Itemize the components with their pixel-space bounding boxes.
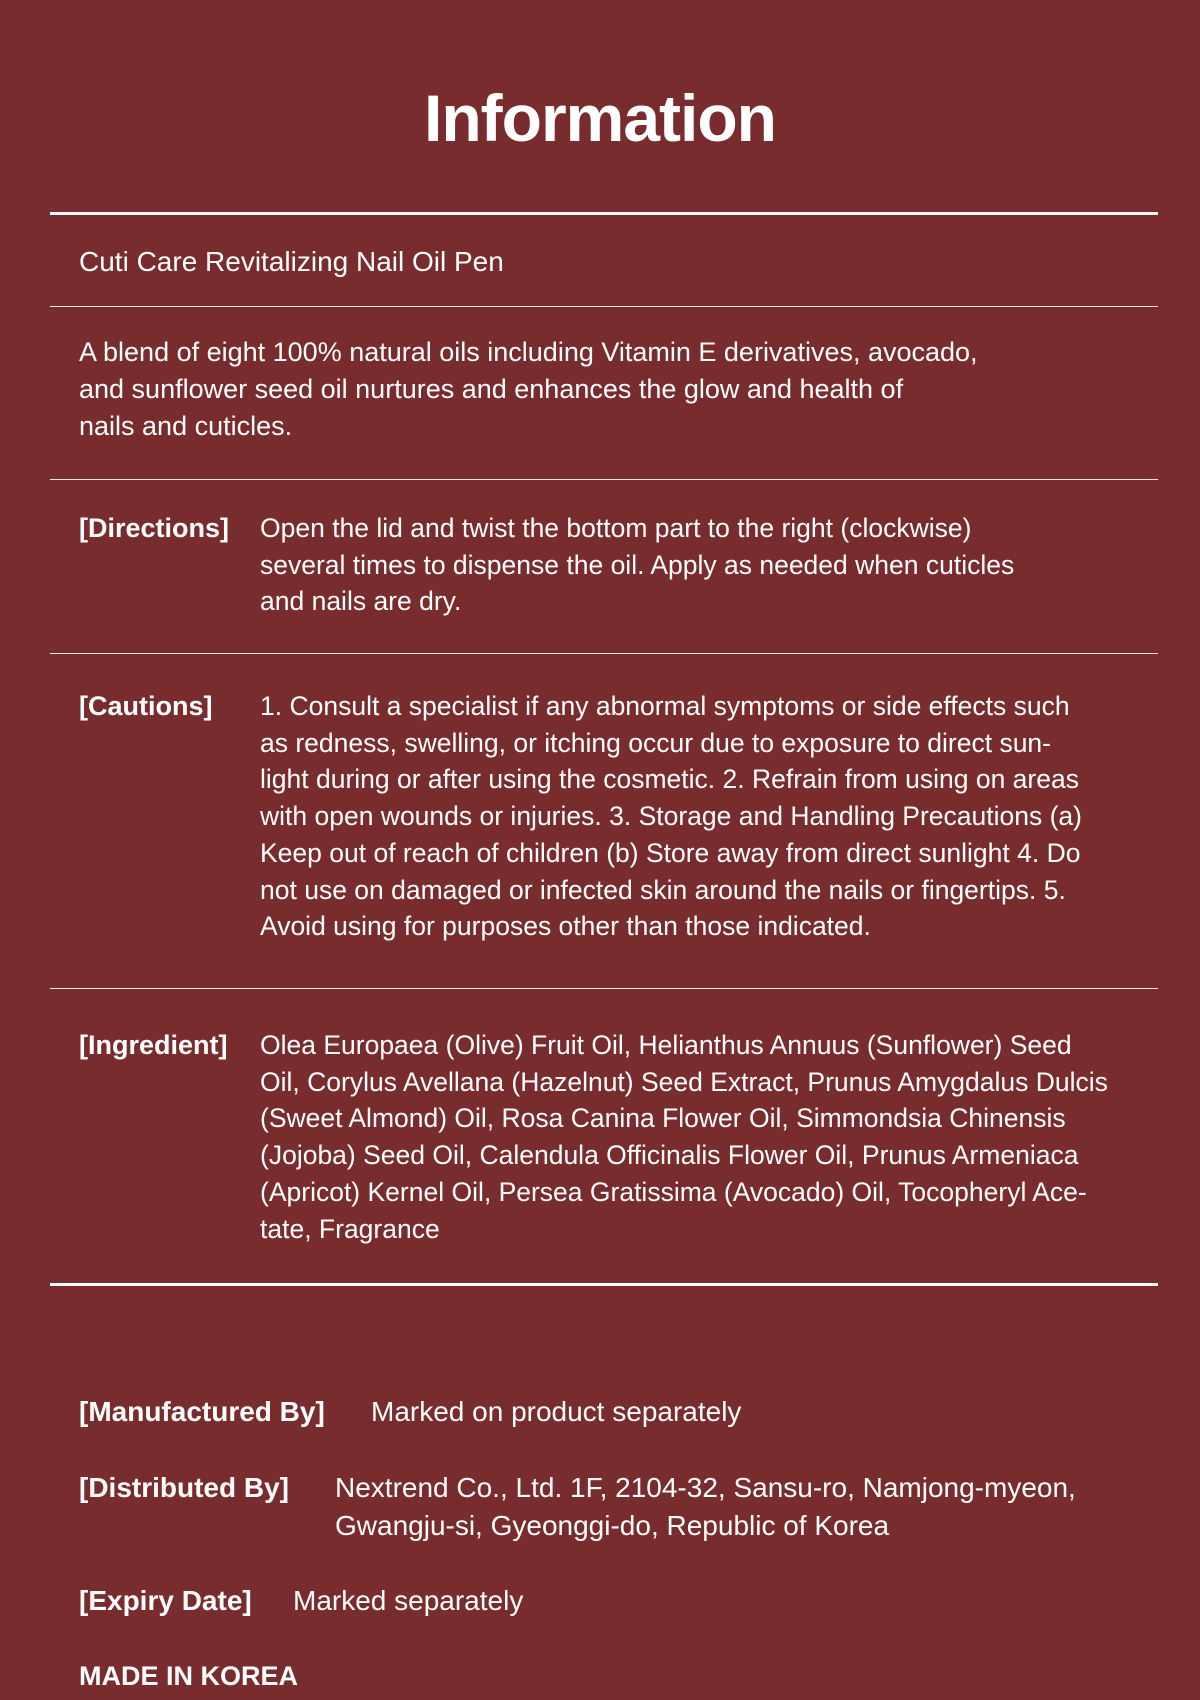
distributed-by-value <box>335 1469 1076 1545</box>
made-in-label: MADE IN KOREA <box>79 1661 299 1691</box>
distributed-by-line: Gwangju-si, Gyeonggi-do, Republic of Korea <box>335 1510 890 1541</box>
divider-bottom <box>50 1283 1158 1286</box>
product-name: Cuti Care Revitalizing Nail Oil Pen <box>79 246 504 277</box>
ingredient-line: tate, Fragrance <box>260 1213 440 1244</box>
cautions-line: Avoid using for purposes other than those indicated. <box>260 911 871 942</box>
description-line: nails and cuticles. <box>79 411 293 441</box>
page-title: Information <box>424 81 776 155</box>
expiry-date-value: Marked separately <box>293 1585 524 1616</box>
ingredient-label: [Ingredient] <box>79 1030 228 1060</box>
directions-line: Open the lid and twist the bottom part to the right (clockwise) <box>260 513 972 543</box>
distributed-by-label: [Distributed By] <box>79 1472 289 1503</box>
cautions-label: [Cautions] <box>79 691 213 721</box>
manufactured-by-label: [Manufactured By] <box>79 1396 325 1427</box>
cautions-line: not use on damaged or infected skin around the nails or fingertips. 5. <box>260 874 1066 905</box>
cautions-line: light during or after using the cosmetic. 2. Refrain from using on areas <box>260 764 1079 795</box>
ingredient-line: Olea Europaea (Olive) Fruit Oil, Helianthus Annuus (Sunflower) Seed <box>260 1030 1072 1060</box>
product-description <box>79 334 1079 445</box>
ingredient-line: (Jojoba) Seed Oil, Calendula Officinalis Flower Oil, Prunus Armeniaca <box>260 1140 1079 1171</box>
directions-line: several times to dispense the oil. Apply as needed when cuticles <box>260 549 1015 580</box>
manufactured-by-value: Marked on product separately <box>371 1396 742 1427</box>
cautions-text <box>260 688 1140 945</box>
ingredient-line: Oil, Corylus Avellana (Hazelnut) Seed Extract, Prunus Amygdalus Dulcis <box>260 1066 1108 1097</box>
ingredient-line: (Sweet Almond) Oil, Rosa Canina Flower Oil, Simmondsia Chinensis <box>260 1103 1066 1134</box>
cautions-line: with open wounds or injuries. 3. Storage and Handling Precautions (a) <box>260 801 1082 832</box>
description-line: and sunflower seed oil nurtures and enhances the glow and health of <box>79 374 904 404</box>
description-line: A blend of eight 100% natural oils including Vitamin E derivatives, avocado, <box>79 337 978 367</box>
cautions-line: 1. Consult a specialist if any abnormal symptoms or side effects such <box>260 691 1070 721</box>
divider-directions <box>50 653 1158 654</box>
cautions-line: Keep out of reach of children (b) Store away from direct sunlight 4. Do <box>260 837 1081 868</box>
directions-text <box>260 510 1140 620</box>
distributed-by-line: Nextrend Co., Ltd. 1F, 2104-32, Sansu-ro, Namjong-myeon, <box>335 1472 1076 1503</box>
ingredient-line: (Apricot) Kernel Oil, Persea Gratissima (Avocado) Oil, Tocopheryl Ace- <box>260 1176 1087 1207</box>
divider-top <box>50 212 1158 215</box>
divider-product <box>50 306 1158 307</box>
expiry-date-label: [Expiry Date] <box>79 1585 252 1616</box>
ingredient-text <box>260 1027 1140 1247</box>
directions-line: and nails are dry. <box>260 586 462 617</box>
directions-label: [Directions] <box>79 513 230 543</box>
divider-cautions <box>50 988 1158 989</box>
divider-description <box>50 479 1158 480</box>
cautions-line: as redness, swelling, or itching occur due to exposure to direct sun- <box>260 727 1051 758</box>
